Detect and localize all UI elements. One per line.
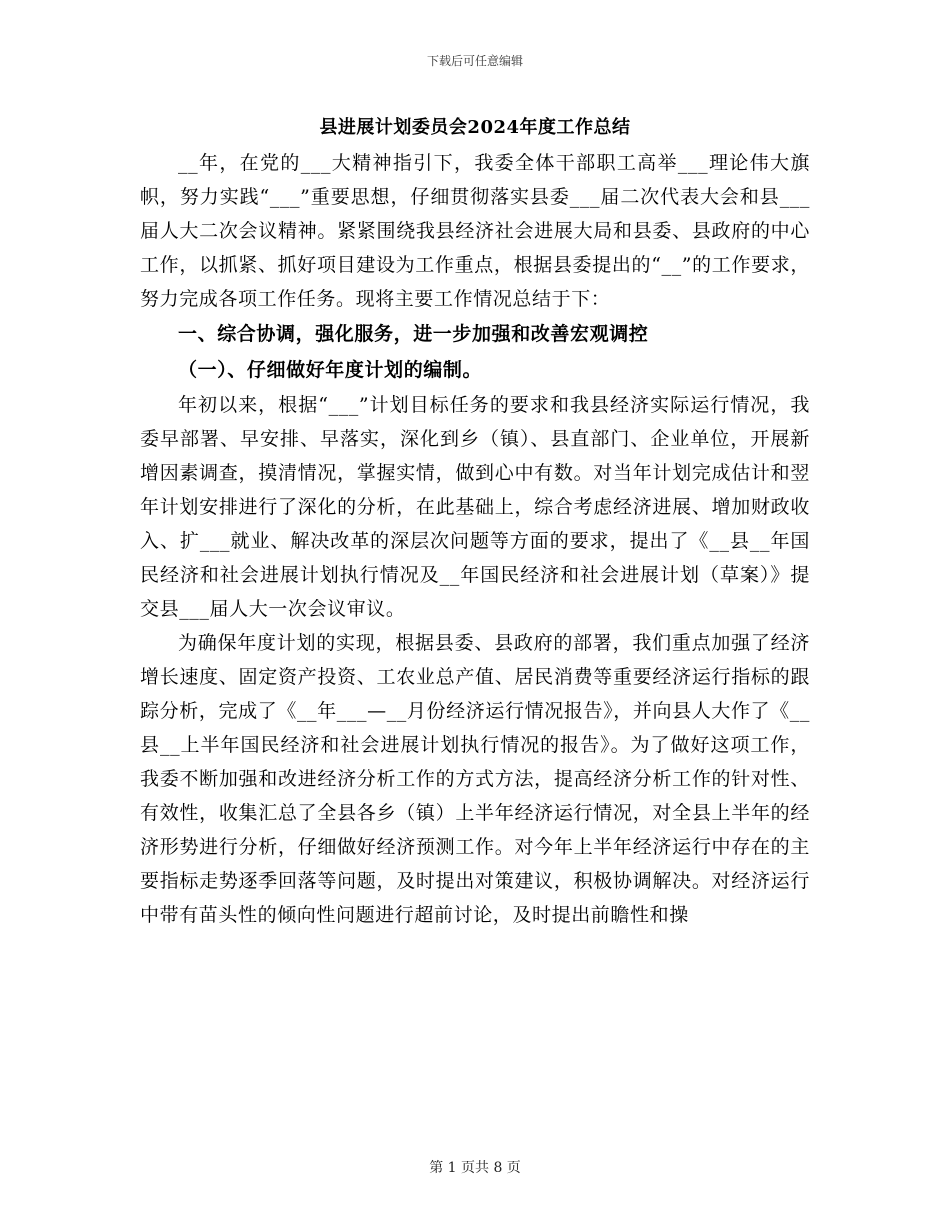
document-body	[140, 112, 810, 932]
document-title: 县进展计划委员会2024年度工作总结	[319, 117, 631, 138]
body-paragraph-2: 为确保年度计划的实现，根据县委、县政府的部署，我们重点加强了经济增长速度、固定资产投资、工农业总产值、居民消费等重要经济运行指标的跟踪分析，完成了《__年___—__月份经济运行情况报告》，并向县人大作了《__县__上半年国民经济和社会进展计划执行情况的报告》。为了做好这项工作，我委不断加强和改进经济分析工作的方式方法，提高经济分析工作的针对性、有效性，收集汇总了全县各乡（镇）上半年经济运行情况，对全县上半年的经济形势进行分析，仔细做好经济预测工作。对今年上半年经济运行中存在的主要指标走势逐季回落等问题，及时提出对策建议，积极协调解决。对经济运行中带有苗头性的倾向性问题进行超前讨论，及时提出前瞻性和操	[140, 632, 810, 926]
section-heading-1: 一、综合协调，强化服务，进一步加强和改善宏观调控	[178, 323, 649, 345]
subsection-heading-1: （一）、仔细做好年度计划的编制。	[178, 359, 483, 381]
body-paragraph-1: 年初以来，根据“___”计划目标任务的要求和我县经济实际运行情况，我委早部署、早安排、早落实，深化到乡（镇）、县直部门、企业单位，开展新增因素调查，摸清情况，掌握实情，做到心中有数。对当年计划完成估计和翌年计划安排进行了深化的分析，在此基础上，综合考虑经济进展、增加财政收入、扩___就业、解决改革的深层次问题等方面的要求，提出了《__县__年国民经济和社会进展计划执行情况及__年国民经济和社会进展计划（草案）》提交县___届人大一次会议审议。	[140, 394, 810, 620]
intro-paragraph: __年，在党的___大精神指引下，我委全体干部职工高举___理论伟大旗帜，努力实践“___”重要思想，仔细贯彻落实县委___届二次代表大会和县___届人大二次会议精神。紧紧围绕我县经济社会进展大局和县委、县政府的中心工作，以抓紧、抓好项目建设为工作重点，根据县委提出的“__”的工作要求，努力完成各项工作任务。现将主要工作情况总结于下：	[140, 152, 810, 310]
page-number: 第 1 页共 8 页	[429, 1160, 521, 1176]
download-edit-note: 下载后可任意编辑	[426, 54, 523, 68]
